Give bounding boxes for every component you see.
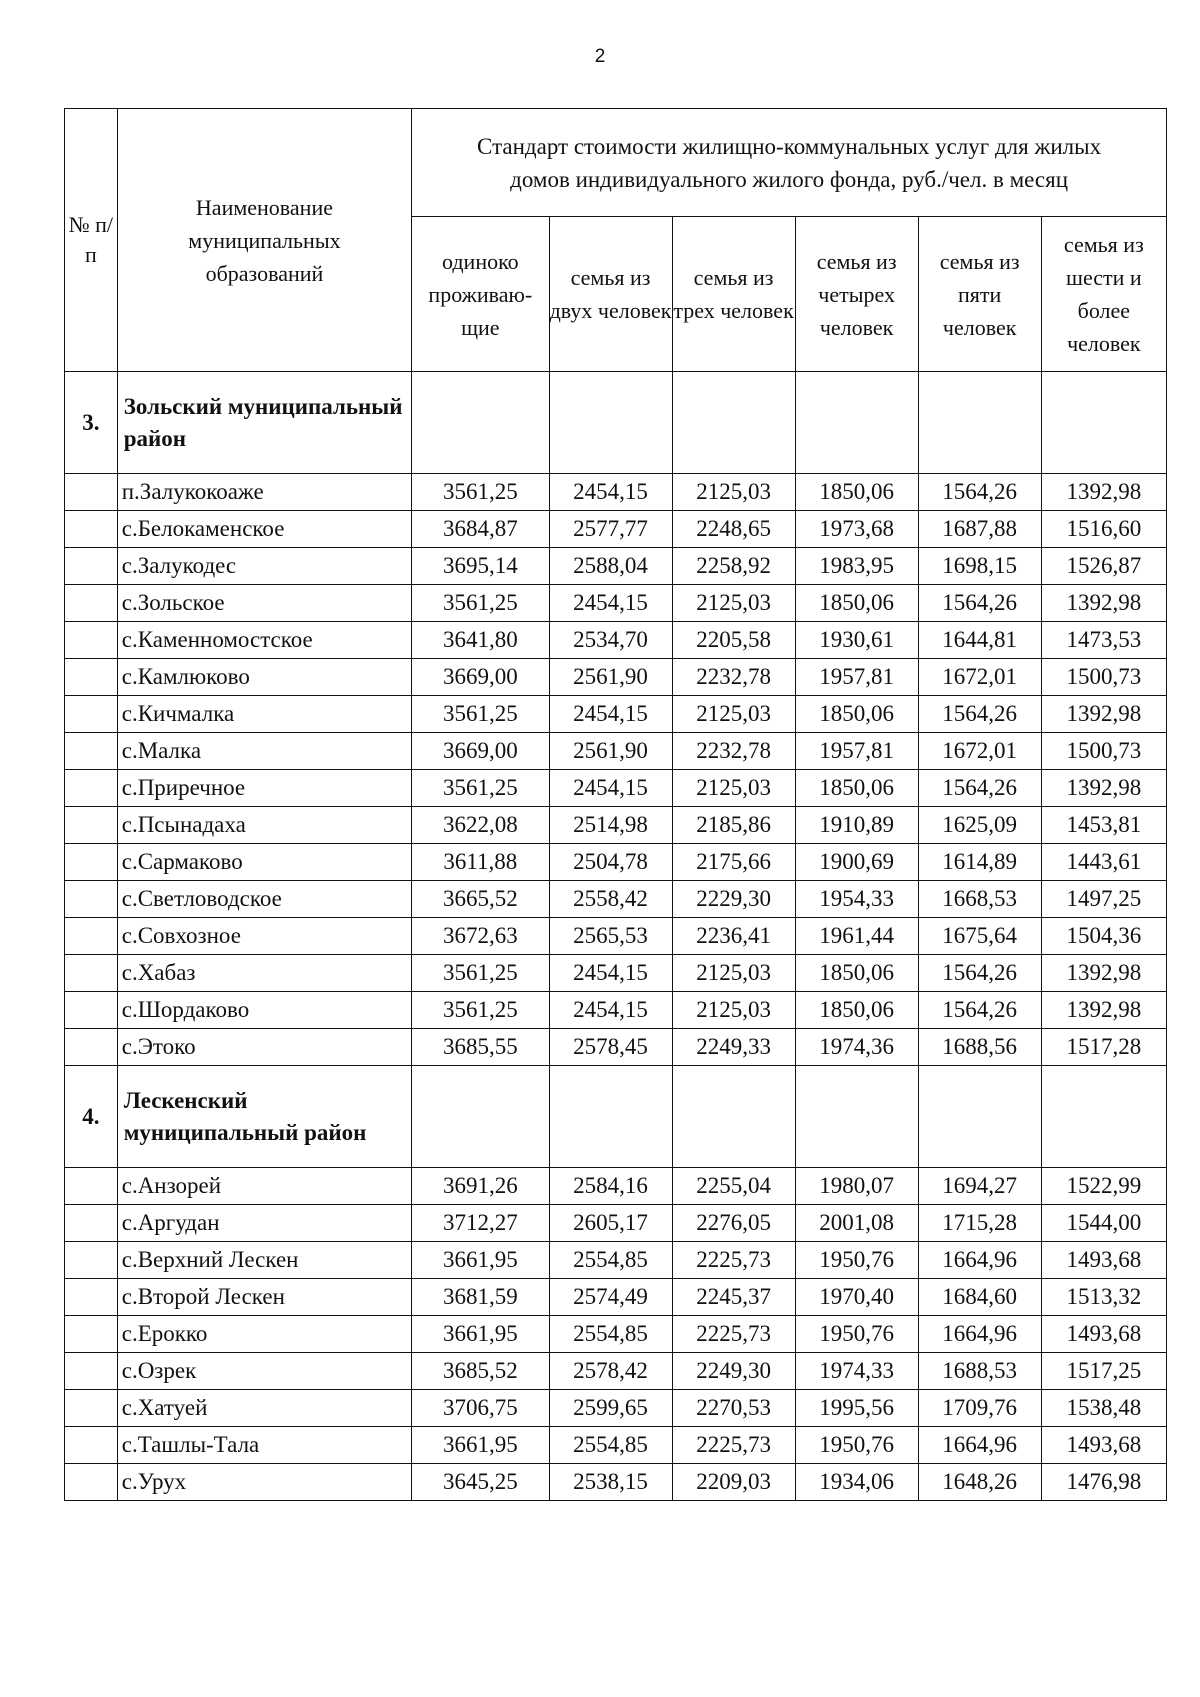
settlement-name: п.Залукокоаже [117,474,411,511]
cost-value: 2225,73 [672,1242,795,1279]
cost-value: 1497,25 [1041,881,1166,918]
cost-value: 1453,81 [1041,807,1166,844]
cost-value: 2554,85 [549,1316,672,1353]
table-row [65,807,1167,844]
cost-value: 1664,96 [918,1427,1041,1464]
cost-value: 3706,75 [412,1390,549,1427]
table-row [65,1316,1167,1353]
cost-value: 3641,80 [412,622,549,659]
table-row [65,918,1167,955]
table-row [65,511,1167,548]
settlement-name: с.Аргудан [117,1205,411,1242]
cost-value: 2245,37 [672,1279,795,1316]
cost-value: 1564,26 [918,585,1041,622]
cost-value: 2225,73 [672,1316,795,1353]
cost-value: 2578,45 [549,1029,672,1066]
cost-value: 1950,76 [795,1427,918,1464]
table-body [65,372,1167,1501]
cost-value: 1973,68 [795,511,918,548]
table-row [65,1464,1167,1501]
cost-value: 1517,25 [1041,1353,1166,1390]
cost-value: 3672,63 [412,918,549,955]
settlement-name: с.Приречное [117,770,411,807]
table-row [65,1242,1167,1279]
header-sub-3: семья из четырех человек [795,217,918,372]
table-row [65,696,1167,733]
cost-value: 2236,41 [672,918,795,955]
cost-value: 1850,06 [795,770,918,807]
section-empty-cell [549,1066,672,1168]
header-sub-2: семья из трех человек [672,217,795,372]
row-index-cell [65,918,118,955]
cost-value: 2504,78 [549,844,672,881]
row-index-cell [65,881,118,918]
row-index-cell [65,659,118,696]
cost-value: 2554,85 [549,1242,672,1279]
table-row [65,1427,1167,1464]
cost-value: 1687,88 [918,511,1041,548]
cost-value: 1392,98 [1041,992,1166,1029]
section-empty-cell [795,372,918,474]
header-sub-1: семья из двух человек [549,217,672,372]
section-index: 4. [65,1066,118,1168]
section-empty-cell [412,372,549,474]
cost-value: 2185,86 [672,807,795,844]
cost-value: 1476,98 [1041,1464,1166,1501]
cost-value: 1564,26 [918,770,1041,807]
settlement-name: с.Каменномостское [117,622,411,659]
cost-value: 1392,98 [1041,955,1166,992]
section-empty-cell [795,1066,918,1168]
settlement-name: с.Верхний Лескен [117,1242,411,1279]
cost-value: 2125,03 [672,474,795,511]
cost-value: 2232,78 [672,659,795,696]
cost-value: 1983,95 [795,548,918,585]
table-row [65,659,1167,696]
cost-value: 1513,32 [1041,1279,1166,1316]
cost-value: 1493,68 [1041,1242,1166,1279]
cost-value: 2249,33 [672,1029,795,1066]
cost-value: 2209,03 [672,1464,795,1501]
cost-value: 1974,36 [795,1029,918,1066]
cost-value: 1522,99 [1041,1168,1166,1205]
cost-value: 1995,56 [795,1390,918,1427]
row-index-cell [65,992,118,1029]
row-index-cell [65,585,118,622]
cost-value: 1664,96 [918,1316,1041,1353]
cost-value: 3561,25 [412,992,549,1029]
cost-value: 2125,03 [672,696,795,733]
row-index-cell [65,622,118,659]
cost-value: 1664,96 [918,1242,1041,1279]
row-index-cell [65,474,118,511]
section-empty-cell [672,372,795,474]
cost-value: 2561,90 [549,659,672,696]
cost-value: 3661,95 [412,1427,549,1464]
cost-value: 1950,76 [795,1316,918,1353]
cost-value: 1954,33 [795,881,918,918]
cost-value: 3661,95 [412,1316,549,1353]
cost-value: 3665,52 [412,881,549,918]
settlement-name: с.Анзорей [117,1168,411,1205]
cost-value: 1961,44 [795,918,918,955]
cost-value: 2514,98 [549,807,672,844]
cost-value: 2225,73 [672,1427,795,1464]
row-index-cell [65,1390,118,1427]
cost-value: 2534,70 [549,622,672,659]
cost-value: 2125,03 [672,585,795,622]
settlement-name: с.Ерокко [117,1316,411,1353]
cost-value: 3691,26 [412,1168,549,1205]
row-index-cell [65,548,118,585]
table-row [65,733,1167,770]
cost-value: 2454,15 [549,770,672,807]
section-row [65,1066,1167,1168]
cost-value: 3645,25 [412,1464,549,1501]
cost-value: 1538,48 [1041,1390,1166,1427]
cost-value: 1392,98 [1041,585,1166,622]
cost-value: 2125,03 [672,992,795,1029]
row-index-cell [65,1353,118,1390]
cost-value: 1500,73 [1041,659,1166,696]
cost-value: 2270,53 [672,1390,795,1427]
cost-value: 2232,78 [672,733,795,770]
table-row [65,1205,1167,1242]
table-row [65,881,1167,918]
cost-value: 1974,33 [795,1353,918,1390]
cost-value: 2175,66 [672,844,795,881]
section-empty-cell [1041,372,1166,474]
cost-value: 3681,59 [412,1279,549,1316]
row-index-cell [65,1464,118,1501]
cost-value: 2248,65 [672,511,795,548]
cost-value: 1493,68 [1041,1316,1166,1353]
cost-value: 1392,98 [1041,696,1166,733]
section-empty-cell [672,1066,795,1168]
cost-value: 1950,76 [795,1242,918,1279]
row-index-cell [65,1205,118,1242]
table-row [65,770,1167,807]
row-index-cell [65,1427,118,1464]
cost-value: 1672,01 [918,659,1041,696]
cost-value: 2454,15 [549,585,672,622]
row-index-cell [65,807,118,844]
table-row [65,1168,1167,1205]
table-row [65,1390,1167,1427]
row-index-cell [65,844,118,881]
header-sub-0: одиноко проживаю-щие [412,217,549,372]
cost-value: 3669,00 [412,733,549,770]
row-index-cell [65,955,118,992]
cost-value: 3622,08 [412,807,549,844]
cost-value: 2561,90 [549,733,672,770]
cost-value: 2605,17 [549,1205,672,1242]
row-index-cell [65,770,118,807]
cost-value: 1715,28 [918,1205,1041,1242]
table-row [65,1353,1167,1390]
settlement-name: с.Светловодское [117,881,411,918]
cost-value: 1516,60 [1041,511,1166,548]
cost-value: 1668,53 [918,881,1041,918]
cost-value: 2454,15 [549,955,672,992]
cost-value: 3685,52 [412,1353,549,1390]
cost-value: 2255,04 [672,1168,795,1205]
row-index-cell [65,1242,118,1279]
cost-value: 3685,55 [412,1029,549,1066]
cost-value: 2454,15 [549,696,672,733]
settlement-name: с.Зольское [117,585,411,622]
cost-value: 2565,53 [549,918,672,955]
section-name: Зольский муниципальный район [117,372,411,474]
cost-value: 1392,98 [1041,474,1166,511]
cost-value: 2454,15 [549,474,672,511]
cost-value: 1850,06 [795,474,918,511]
table-row [65,1029,1167,1066]
cost-value: 3661,95 [412,1242,549,1279]
header-sub-5: семья из шести и более человек [1041,217,1166,372]
row-index-cell [65,1316,118,1353]
cost-value: 1850,06 [795,696,918,733]
settlement-name: с.Хабаз [117,955,411,992]
cost-value: 1526,87 [1041,548,1166,585]
cost-value: 2205,58 [672,622,795,659]
cost-value: 1698,15 [918,548,1041,585]
cost-value: 3561,25 [412,955,549,992]
header-group-title: Стандарт стоимости жилищно-коммунальных услуг для жилых домов индивидуального жилого фонда, руб./чел. в месяц [412,109,1167,217]
cost-value: 1614,89 [918,844,1041,881]
cost-value: 1930,61 [795,622,918,659]
cost-value: 1504,36 [1041,918,1166,955]
cost-value: 3712,27 [412,1205,549,1242]
cost-value: 3561,25 [412,474,549,511]
table-row [65,1279,1167,1316]
settlement-name: с.Хатуей [117,1390,411,1427]
table-row [65,548,1167,585]
section-empty-cell [1041,1066,1166,1168]
tariff-table [64,108,1167,1501]
cost-value: 1900,69 [795,844,918,881]
settlement-name: с.Совхозное [117,918,411,955]
header-name: Наименование муниципальных образований [117,109,411,372]
cost-value: 2584,16 [549,1168,672,1205]
row-index-cell [65,733,118,770]
section-index: 3. [65,372,118,474]
settlement-name: с.Озрек [117,1353,411,1390]
cost-value: 1672,01 [918,733,1041,770]
settlement-name: с.Ташлы-Тала [117,1427,411,1464]
settlement-name: с.Кичмалка [117,696,411,733]
cost-value: 1564,26 [918,992,1041,1029]
section-empty-cell [549,372,672,474]
cost-value: 2454,15 [549,992,672,1029]
table-row [65,474,1167,511]
cost-value: 1564,26 [918,955,1041,992]
cost-value: 2001,08 [795,1205,918,1242]
cost-value: 2558,42 [549,881,672,918]
table-row [65,622,1167,659]
settlement-name: с.Камлюково [117,659,411,696]
settlement-name: с.Урух [117,1464,411,1501]
cost-value: 3695,14 [412,548,549,585]
section-row [65,372,1167,474]
settlement-name: с.Шордаково [117,992,411,1029]
cost-value: 2538,15 [549,1464,672,1501]
header-num: № п/п [65,109,118,372]
cost-value: 1910,89 [795,807,918,844]
section-name: Лескенский муниципальный район [117,1066,411,1168]
cost-value: 1850,06 [795,585,918,622]
settlement-name: с.Белокаменское [117,511,411,548]
cost-value: 2574,49 [549,1279,672,1316]
settlement-name: с.Второй Лескен [117,1279,411,1316]
cost-value: 1443,61 [1041,844,1166,881]
cost-value: 1564,26 [918,474,1041,511]
cost-value: 2577,77 [549,511,672,548]
cost-value: 2276,05 [672,1205,795,1242]
cost-value: 1675,64 [918,918,1041,955]
cost-value: 2578,42 [549,1353,672,1390]
settlement-name: с.Псынадаха [117,807,411,844]
cost-value: 2588,04 [549,548,672,585]
row-index-cell [65,696,118,733]
cost-value: 1850,06 [795,955,918,992]
section-empty-cell [918,1066,1041,1168]
page-number: 2 [594,46,606,67]
cost-value: 1850,06 [795,992,918,1029]
cost-value: 3669,00 [412,659,549,696]
cost-value: 3561,25 [412,696,549,733]
cost-value: 1644,81 [918,622,1041,659]
cost-value: 1957,81 [795,659,918,696]
cost-value: 1392,98 [1041,770,1166,807]
cost-value: 2125,03 [672,955,795,992]
settlement-name: с.Малка [117,733,411,770]
cost-value: 2229,30 [672,881,795,918]
cost-value: 2554,85 [549,1427,672,1464]
cost-value: 1544,00 [1041,1205,1166,1242]
cost-value: 3561,25 [412,585,549,622]
row-index-cell [65,1168,118,1205]
cost-value: 3684,87 [412,511,549,548]
header-sub-4: семья из пяти человек [918,217,1041,372]
table-row [65,844,1167,881]
cost-value: 3561,25 [412,770,549,807]
cost-value: 1957,81 [795,733,918,770]
cost-value: 1500,73 [1041,733,1166,770]
cost-value: 2125,03 [672,770,795,807]
settlement-name: с.Залукодес [117,548,411,585]
cost-value: 1564,26 [918,696,1041,733]
cost-value: 1473,53 [1041,622,1166,659]
cost-value: 1648,26 [918,1464,1041,1501]
table-row [65,585,1167,622]
cost-value: 1688,53 [918,1353,1041,1390]
table-row [65,955,1167,992]
cost-value: 1688,56 [918,1029,1041,1066]
table-row [65,992,1167,1029]
cost-value: 1934,06 [795,1464,918,1501]
cost-value: 2599,65 [549,1390,672,1427]
row-index-cell [65,511,118,548]
cost-value: 1970,40 [795,1279,918,1316]
cost-value: 2258,92 [672,548,795,585]
cost-value: 1694,27 [918,1168,1041,1205]
cost-value: 1493,68 [1041,1427,1166,1464]
section-empty-cell [412,1066,549,1168]
row-index-cell [65,1279,118,1316]
cost-value: 1625,09 [918,807,1041,844]
cost-value: 1684,60 [918,1279,1041,1316]
cost-value: 2249,30 [672,1353,795,1390]
cost-value: 1709,76 [918,1390,1041,1427]
cost-value: 1517,28 [1041,1029,1166,1066]
settlement-name: с.Сармаково [117,844,411,881]
table-header [65,109,1167,372]
section-empty-cell [918,372,1041,474]
settlement-name: с.Этоко [117,1029,411,1066]
cost-value: 3611,88 [412,844,549,881]
cost-value: 1980,07 [795,1168,918,1205]
row-index-cell [65,1029,118,1066]
